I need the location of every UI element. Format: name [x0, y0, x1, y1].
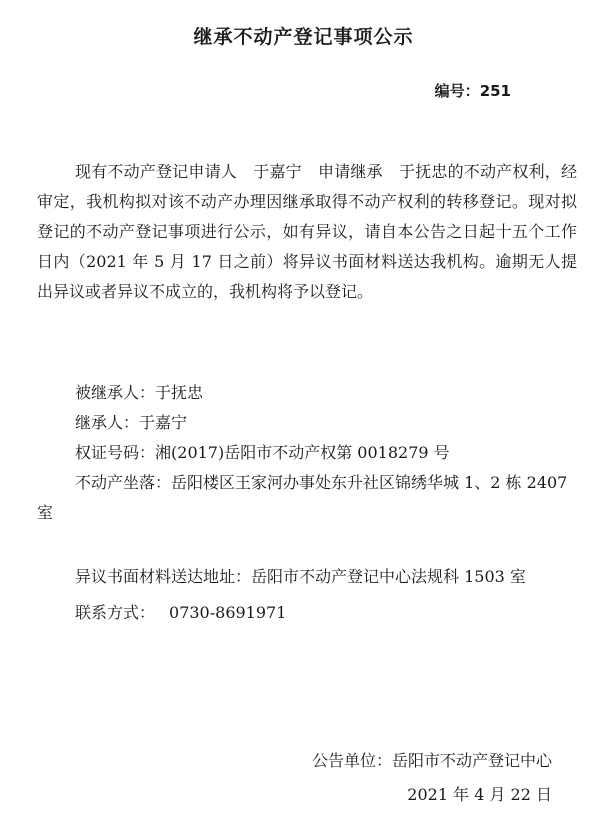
field-label: 权证号码：	[75, 443, 156, 462]
objection-address-value: 岳阳市不动产登记中心法规科 1503 室	[251, 567, 526, 586]
field-label: 不动产坐落：	[75, 473, 172, 492]
document-number	[435, 80, 511, 101]
number-value: 251	[479, 82, 511, 100]
notice-paragraph: 现有不动产登记申请人 于嘉宁 申请继承 于抚忠的不动产权利，经审定，我机构拟对该不动产办理因继承取得不动产权利的转移登记。现对拟登记的不动产登记事项进行公示，如有异议，请自本公告之日起十五个工作日内（2021 年 5 月 17 日之前）将异议书面材料送达我机构。逾期无人提出异议或者异议不成立的，我机构将予以登记。	[37, 162, 577, 301]
field-value: 湘(2017)岳阳市不动产权第 0018279 号	[155, 443, 450, 462]
issuer	[312, 748, 552, 771]
field-value: 于嘉宁	[139, 413, 188, 432]
issuer-label: 公告单位：	[311, 751, 392, 770]
objection-address	[37, 562, 577, 592]
issuer-value: 岳阳市不动产登记中心	[391, 751, 552, 770]
property-fields	[37, 378, 577, 528]
contact-info	[37, 598, 577, 628]
issue-date: 2021 年 4 月 22 日	[407, 785, 552, 804]
field-heir	[37, 408, 577, 438]
objection-info	[37, 562, 577, 628]
document-title: 继承不动产登记事项公示	[193, 26, 414, 48]
contact-label: 联系方式：	[75, 603, 156, 622]
field-certificate-number	[37, 438, 577, 468]
field-label: 被继承人：	[75, 383, 156, 402]
objection-address-label: 异议书面材料送达地址：	[75, 567, 252, 586]
field-value: 于抚忠	[155, 383, 204, 402]
field-location	[37, 468, 577, 528]
number-label: 编号：	[434, 82, 480, 100]
contact-value: 0730-8691971	[169, 603, 287, 622]
notice-body	[37, 157, 577, 307]
field-value: 岳阳楼区王家河办事处东升社区锦绣华城 1、2 栋 2407 室	[37, 473, 568, 522]
field-deceased	[37, 378, 577, 408]
field-label: 继承人：	[75, 413, 140, 432]
